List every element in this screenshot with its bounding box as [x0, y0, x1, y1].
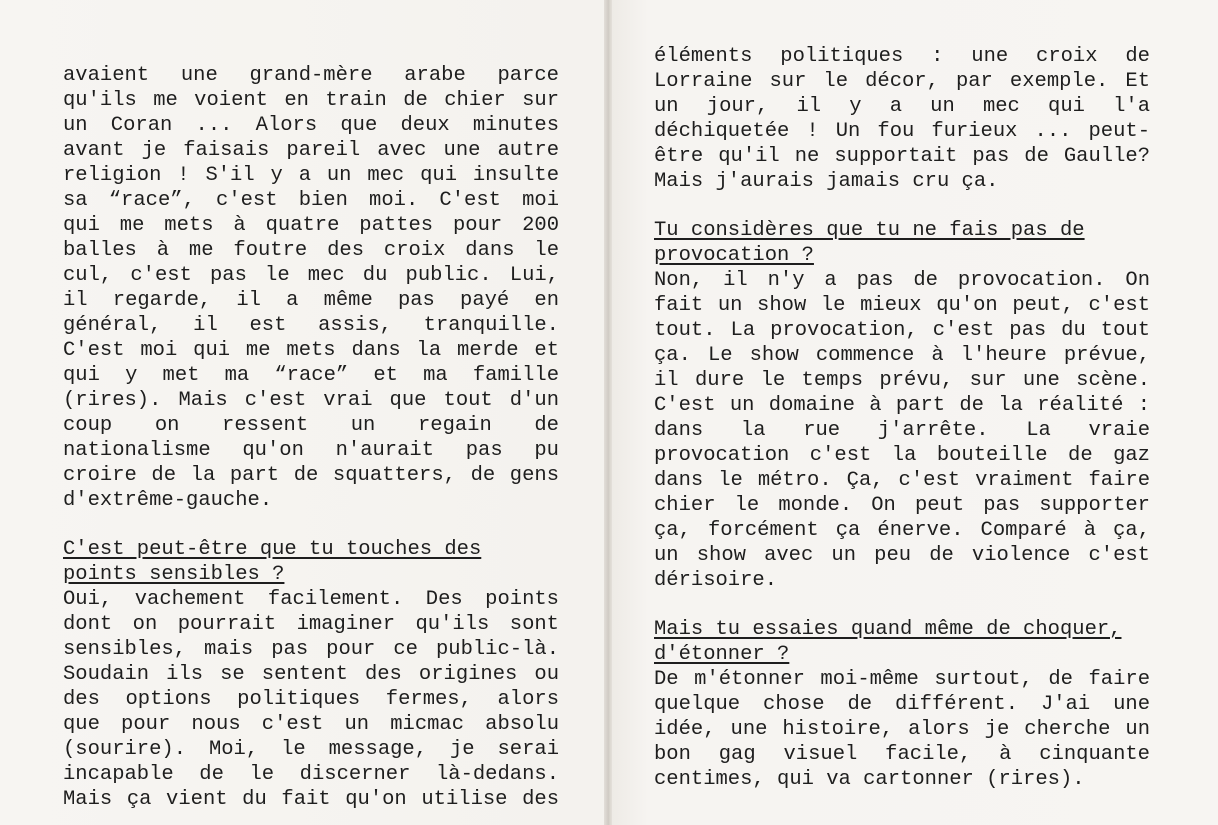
text-line: (rires). Mais c'est vrai que tout d'un — [63, 389, 559, 412]
text-line: dont on pourrait imaginer qu'ils sont — [63, 613, 559, 636]
text-line: C'est moi qui me mets dans la merde et — [63, 339, 559, 362]
text-line: tout. La provocation, c'est pas du tout — [654, 319, 1150, 342]
text-line: général, il est assis, tranquille. — [63, 314, 559, 337]
text-line: Mais j'aurais jamais cru ça. — [654, 170, 999, 193]
text-line: avaient une grand-mère arabe parce — [63, 64, 559, 87]
text-line: avant je faisais pareil avec une autre — [63, 139, 559, 162]
text-line: il dure le temps prévu, sur une scène. — [654, 369, 1150, 392]
text-line: C'est un domaine à part de la réalité : — [654, 394, 1150, 417]
text-line: Soudain ils se sentent des origines ou — [63, 663, 559, 686]
text-line: chier le monde. On peut pas supporter — [654, 494, 1150, 517]
left-text-column — [63, 63, 559, 812]
text-line: bon gag visuel facile, à cinquante — [654, 743, 1150, 766]
interview-question: points sensibles ? — [63, 563, 285, 586]
text-line: religion ! S'il y a un mec qui insulte — [63, 164, 559, 187]
text-line: éléments politiques : une croix de — [654, 45, 1150, 68]
interview-question: C'est peut-être que tu touches des — [63, 538, 482, 561]
right-text-column — [654, 44, 1150, 792]
text-line: des options politiques fermes, alors — [63, 688, 559, 711]
text-line: cul, c'est pas le mec du public. Lui, — [63, 264, 559, 287]
text-line: sensibles, mais pas pour ce public-là. — [63, 638, 559, 661]
text-line: un Coran ... Alors que deux minutes — [63, 114, 559, 137]
text-line: croire de la part de squatters, de gens — [63, 464, 559, 487]
text-line: (sourire). Moi, le message, je serai — [63, 738, 559, 761]
text-line: nationalisme qu'on n'aurait pas pu — [63, 439, 559, 462]
text-line: balles à me foutre des croix dans le — [63, 239, 559, 262]
text-line: quelque chose de différent. J'ai une — [654, 693, 1150, 716]
text-line: ça, forcément ça énerve. Comparé à ça, — [654, 519, 1150, 542]
text-line: De m'étonner moi-même surtout, de faire — [654, 668, 1150, 691]
text-line: coup on ressent un regain de — [63, 414, 559, 437]
text-line: dans la rue j'arrête. La vraie — [654, 419, 1150, 442]
text-line: Non, il n'y a pas de provocation. On — [654, 269, 1150, 292]
text-line: idée, une histoire, alors je cherche un — [654, 718, 1150, 741]
text-line: un jour, il y a un mec qui l'a — [654, 95, 1150, 118]
text-line: qui y met ma “race” et ma famille — [63, 364, 559, 387]
text-line: qui me mets à quatre pattes pour 200 — [63, 214, 559, 237]
text-line: dérisoire. — [654, 569, 778, 592]
text-line: ça. Le show commence à l'heure prévue, — [654, 344, 1150, 367]
text-line: être qu'il ne supportait pas de Gaulle? — [654, 145, 1150, 168]
text-line: déchiquetée ! Un fou furieux ... peut- — [654, 120, 1150, 143]
interview-question: Tu considères que tu ne fais pas de — [654, 219, 1085, 242]
text-line: Lorraine sur le décor, par exemple. Et — [654, 70, 1150, 93]
right-page — [612, 0, 1218, 825]
text-line: sa “race”, c'est bien moi. C'est moi — [63, 189, 559, 212]
left-page — [0, 0, 606, 825]
interview-question: provocation ? — [654, 244, 814, 267]
text-line: qu'ils me voient en train de chier sur — [63, 89, 559, 112]
text-line: Mais ça vient du fait qu'on utilise des — [63, 788, 559, 811]
text-line: dans le métro. Ça, c'est vraiment faire — [654, 469, 1150, 492]
text-line: fait un show le mieux qu'on peut, c'est — [654, 294, 1150, 317]
text-line: centimes, qui va cartonner (rires). — [654, 768, 1085, 791]
interview-question: d'étonner ? — [654, 643, 790, 666]
text-line: que pour nous c'est un micmac absolu — [63, 713, 559, 736]
text-line: Oui, vachement facilement. Des points — [63, 588, 559, 611]
text-line: d'extrême-gauche. — [63, 489, 273, 512]
text-line: incapable de le discerner là-dedans. — [63, 763, 559, 786]
interview-question: Mais tu essaies quand même de choquer, — [654, 618, 1122, 641]
text-line: un show avec un peu de violence c'est — [654, 544, 1150, 567]
text-line: il regarde, il a même pas payé en — [63, 289, 559, 312]
text-line: provocation c'est la bouteille de gaz — [654, 444, 1150, 467]
